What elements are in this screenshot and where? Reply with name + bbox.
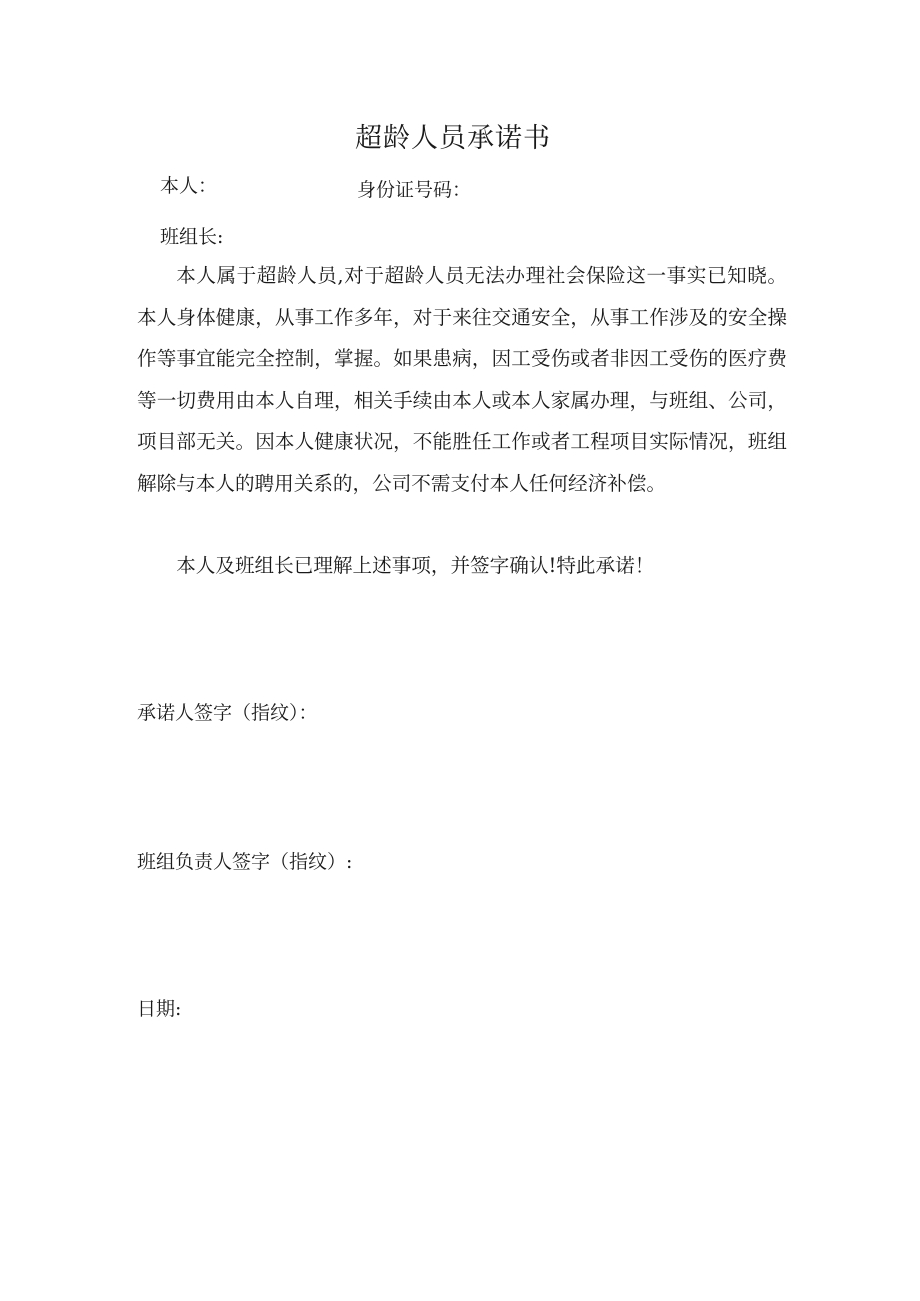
confirmation-paragraph: 本人及班组长已理解上述事项，并签字确认!特此承诺！ [176,554,655,577]
document-title: 超龄人员承诺书 [355,123,551,154]
team-leader-field-label: 班组长: [160,226,224,248]
promisor-signature-label: 承诺人签字（指纹）： [137,702,318,724]
commitment-paragraph: 本人属于超龄人员,对于超龄人员无法办理社会保险这一事实已知晓。本人身体健康，从事工作多年，对于来往交通安全，从事工作涉及的安全操作等事宜能完全控制，掌握。如果患病，因工受伤或者非因工受伤的医疗费等一切费用由本人自理，相关手续由本人或本人家属办理，与班组、公司，项目部无关。因本人健康状况，不能胜任工作或者工程项目实际情况，班组解除与本人的聘用关系的，公司不需支付本人任何经济补偿。 [137,264,787,495]
leader-signature-label: 班组负责人签字（指纹）: [137,851,353,873]
date-label: 日期: [137,998,182,1020]
id-number-field-label: 身份证号码： [357,179,472,201]
person-field-label: 本人： [160,175,218,197]
